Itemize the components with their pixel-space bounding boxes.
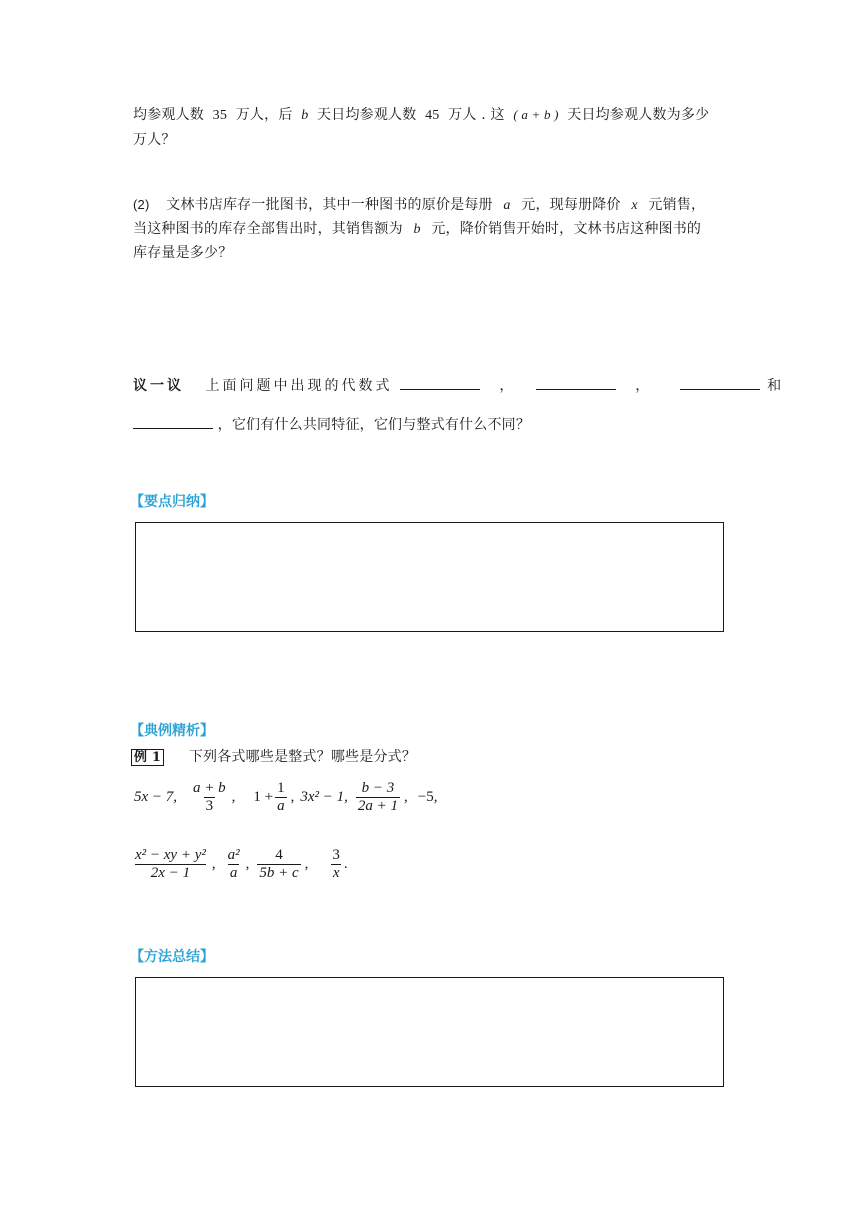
comma: , [211,856,216,873]
q2-text-e: 元，降价销售开始时，文林书店这种图书的 [431,221,702,237]
fraction-numerator: a² [227,847,240,863]
q1-expression: ( a + b ) [513,107,559,122]
example-label: 例 1 [131,749,164,766]
section-key-points: 【要点归纳】 [130,494,214,510]
fraction-denominator: 2a + 1 [357,798,399,815]
q1-line2: 万人？ [133,132,176,148]
fraction-numerator: x² − xy + y² [135,847,206,863]
fraction-numerator: a + b [193,780,226,796]
fraction-numerator: 1 [277,780,285,796]
q2-text-d: 当这种图书的库存全部售出时，其销售额为 [133,221,403,237]
expr-fraction-4-over-5b-plus-c [257,847,300,883]
discuss-title: 议一议 [133,378,184,394]
comma: , [404,789,408,806]
q1-text-d: 万人 . 这 [448,107,505,123]
q1-number-35: 35 [212,108,228,123]
q1-text-c: 天日均参观人数 [317,107,417,123]
method-summary-box[interactable] [135,977,724,1087]
expr-fraction-1-over-a [275,780,287,816]
comma: , [290,789,295,806]
expr-fraction-x2-xy-y2-over-2x-1 [133,847,208,883]
q2-variable-b: b [413,222,421,237]
expressions-row-2 [131,847,348,883]
q2-line2 [133,222,701,237]
expressions-row-1 [134,780,438,816]
expr-3x-squared-minus-1: 3x² − 1, [300,789,348,806]
q2-text-b: 元，现每册降价 [521,197,621,213]
discuss-line2 [133,414,530,432]
q1-text-b: 万人，后 [235,107,293,123]
discuss-line1 [133,375,784,393]
expr-1-plus: 1 + [253,789,274,806]
fraction-denominator: a [277,798,285,815]
example-question: 下列各式哪些是整式？哪些是分式？ [188,749,417,765]
discuss-and: 和 [767,378,785,394]
fraction-numerator: b − 3 [361,780,395,796]
fraction-numerator: 4 [275,847,283,863]
q2-text-a: 文林书店库存一批图书，其中一种图书的原价是每册 [166,197,493,213]
discuss-question: ，它们有什么共同特征，它们与整式有什么不同？ [217,417,531,433]
discuss-comma-1: ， [499,378,517,394]
q2-line3: 库存量是多少？ [133,245,233,261]
comma: , [231,789,236,806]
section-method-summary: 【方法总结】 [130,949,214,965]
example1-line [131,749,416,766]
key-points-box[interactable] [135,522,724,632]
answer-blank-1[interactable] [400,375,480,390]
expr-fraction-a2-over-a [226,847,242,883]
answer-blank-3[interactable] [680,375,760,390]
q2-text-c: 元销售， [648,197,706,213]
answer-blank-4[interactable] [133,414,213,429]
q2-line1 [133,198,705,213]
fraction-denominator: 2x − 1 [135,864,206,882]
answer-blank-2[interactable] [536,375,616,390]
expr-5x-minus-7: 5x − 7, [134,789,178,806]
expr-fraction-b-minus-3-over-2a-plus-1 [356,780,400,816]
fraction-denominator: 3 [205,798,214,815]
fraction-denominator: x [332,865,340,882]
q2-label: (2) [133,197,150,212]
period: . [343,856,348,873]
discuss-comma-2: ， [635,378,653,394]
fraction-denominator: a [229,865,238,882]
q2-variable-a: a [503,198,511,213]
section-examples: 【典例精析】 [130,723,214,739]
q1-text-e: 天日均参观人数为多少 [567,107,710,123]
expr-minus-5: −5, [417,789,438,806]
q1-number-45: 45 [425,108,440,123]
expr-fraction-a-plus-b-over-3 [191,780,228,816]
q1-text-a: 均参观人数 [133,107,204,123]
discuss-text: 上面问题中出现的代数式 [205,378,393,394]
fraction-numerator: 3 [332,847,340,863]
expr-fraction-3-over-x [330,847,342,883]
comma: , [245,856,250,873]
q1-variable-b: b [301,108,309,123]
q2-variable-x: x [631,198,638,213]
comma: , [304,856,309,873]
q1-line1 [133,108,709,123]
fraction-denominator: 5b + c [259,865,299,882]
